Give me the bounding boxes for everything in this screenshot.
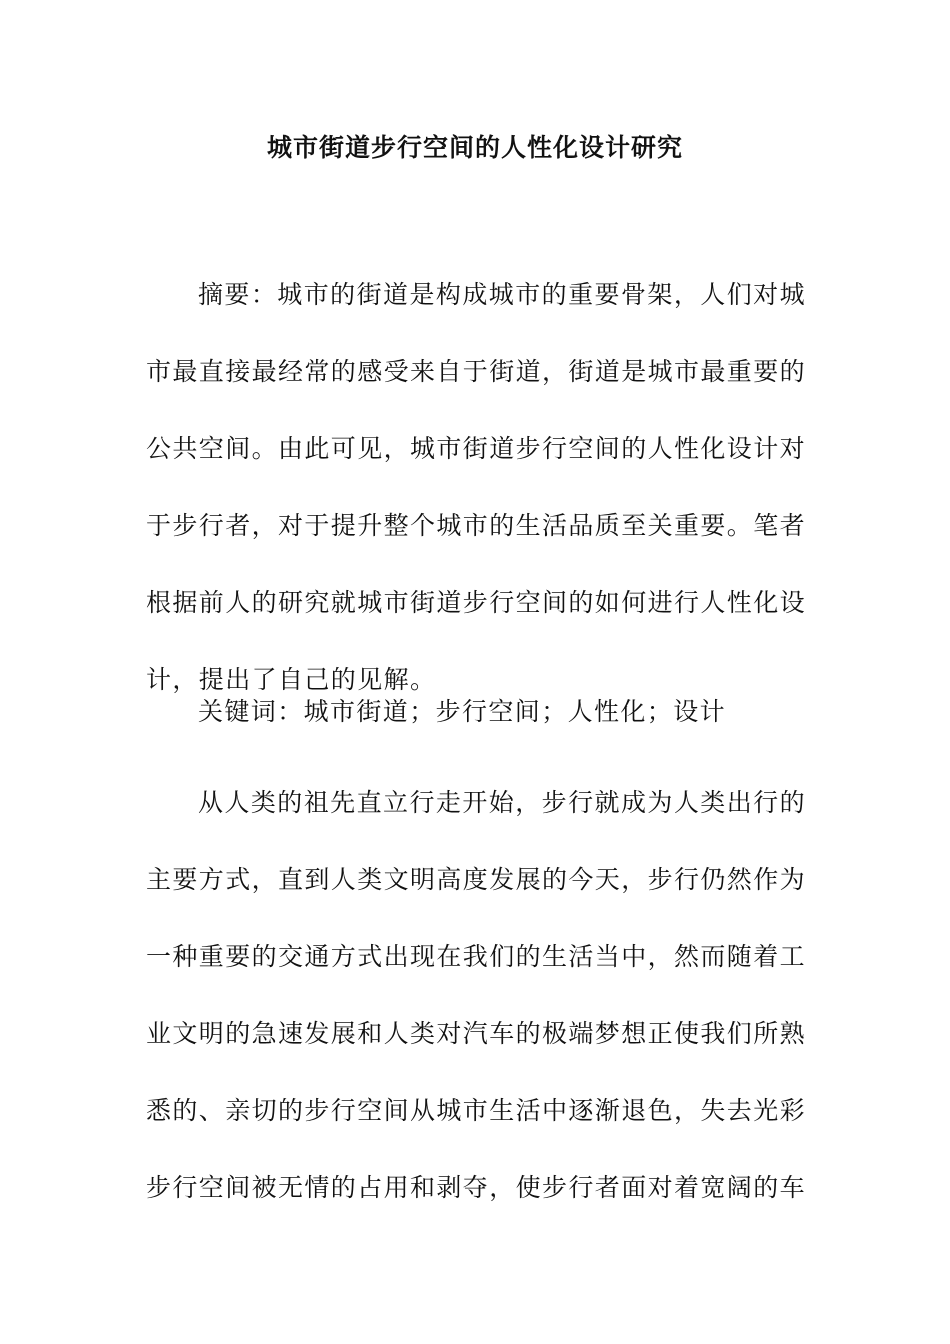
- body-paragraph: 从人类的祖先直立行走开始，步行就成为人类出行的主要方式，直到人类文明高度发展的今天，步行仍然作为一种重要的交通方式出现在我们的生活当中，然而随着工业文明的急速发展和人类对汽车的极端梦想正使我们所熟悉的、亲切的步行空间从城市生活中逐渐退色，失去光彩步行空间被无情的占用和剥夺，使步行者面对着宽阔的车: [146, 788, 807, 1202]
- document-title: 城市街道步行空间的人性化设计研究: [266, 133, 683, 162]
- keywords-line: 关键词：城市街道；步行空间；人性化；设计: [198, 697, 727, 726]
- abstract-paragraph: 摘要：城市的街道是构成城市的重要骨架，人们对城市最直接最经常的感受来自于街道，街道是城市最重要的公共空间。由此可见，城市街道步行空间的人性化设计对于步行者，对于提升整个城市的生活品质至关重要。笔者根据前人的研究就城市街道步行空间的如何进行人性化设计，提出了自己的见解。: [146, 280, 807, 694]
